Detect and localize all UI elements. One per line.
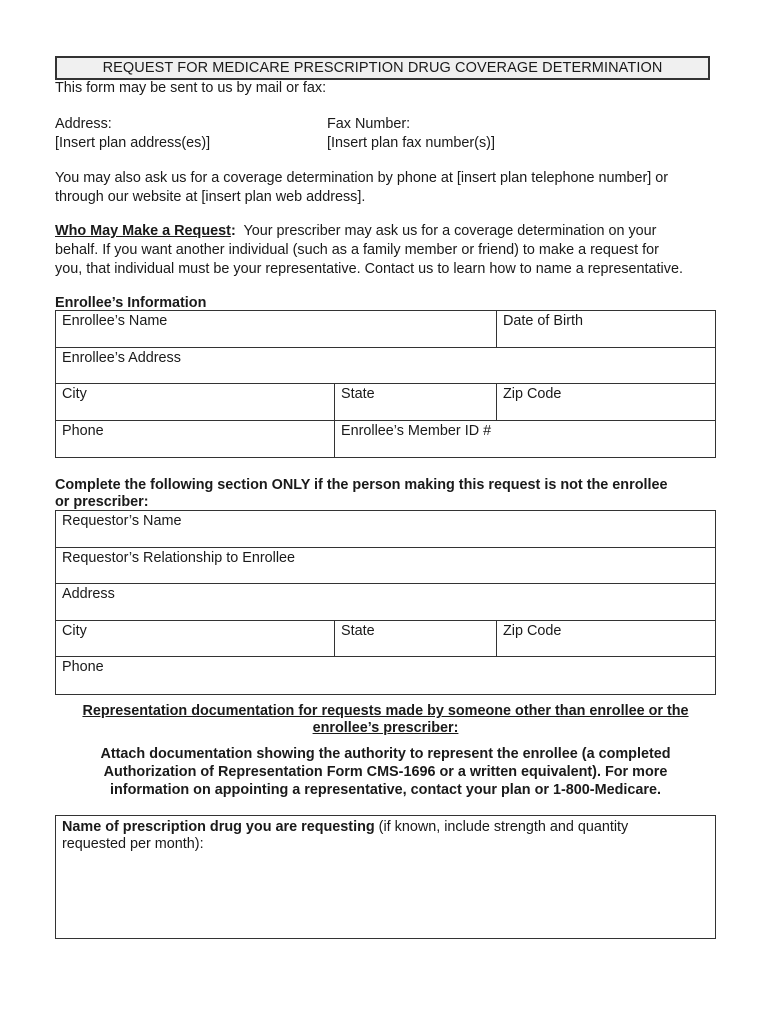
enrollee-address-field[interactable] bbox=[56, 348, 715, 384]
requestor-state-field[interactable] bbox=[334, 621, 496, 657]
enrollee-member-id-field[interactable] bbox=[334, 421, 715, 458]
representation-body-line-3: information on appointing a representative, contact your plan or 1-800-Medicare. bbox=[110, 782, 661, 798]
requestor-city-field[interactable] bbox=[56, 621, 334, 657]
enrollee-dob-label: Date of Birth bbox=[503, 313, 583, 329]
who-colon: : bbox=[230, 223, 236, 239]
address-label: Address: bbox=[55, 116, 112, 132]
representation-heading-line-2: enrollee’s prescriber: bbox=[312, 720, 459, 736]
enrollee-row-phone bbox=[56, 421, 715, 458]
who-line-3: you, that individual must be your representative. Contact us to learn how to name a representative. bbox=[55, 261, 683, 277]
enrollee-phone-field[interactable] bbox=[56, 421, 334, 458]
enrollee-heading: Enrollee’s Information bbox=[55, 295, 207, 311]
enrollee-city-field[interactable] bbox=[56, 384, 334, 420]
requestor-phone-field[interactable] bbox=[56, 657, 715, 694]
address-value: [Insert plan address(es)] bbox=[55, 135, 211, 151]
requestor-row-address bbox=[56, 584, 715, 621]
requestor-name-field[interactable] bbox=[56, 511, 715, 547]
enrollee-dob-field[interactable] bbox=[496, 311, 715, 347]
enrollee-row-city bbox=[56, 384, 715, 421]
enrollee-address-label: Enrollee’s Address bbox=[62, 349, 181, 366]
enrollee-name-label: Enrollee’s Name bbox=[62, 313, 168, 329]
requestor-heading-line-2: or prescriber: bbox=[55, 494, 149, 510]
requestor-phone-label: Phone bbox=[62, 659, 104, 675]
who-line-2: behalf. If you want another individual (such as a family member or friend) to make a request for bbox=[55, 242, 659, 258]
requestor-relationship-field[interactable] bbox=[56, 548, 715, 584]
requestor-heading-line-1: Complete the following section ONLY if the person making this request is not the enrollee bbox=[55, 477, 668, 493]
enrollee-city-label: City bbox=[62, 386, 87, 402]
requestor-row-name bbox=[56, 511, 715, 548]
requestor-zip-field[interactable] bbox=[496, 621, 715, 657]
drug-label-bold: Name of prescription drug you are requesting bbox=[62, 819, 375, 835]
form-title: REQUEST FOR MEDICARE PRESCRIPTION DRUG COVERAGE DETERMINATION bbox=[55, 56, 710, 80]
enrollee-member-id-label: Enrollee’s Member ID # bbox=[341, 422, 492, 439]
requestor-address-field[interactable] bbox=[56, 584, 715, 620]
enrollee-row-address bbox=[56, 348, 715, 385]
enrollee-zip-field[interactable] bbox=[496, 384, 715, 420]
enrollee-state-label: State bbox=[341, 386, 375, 402]
fax-value: [Insert plan fax number(s)] bbox=[327, 135, 495, 151]
phone-web-line-1: You may also ask us for a coverage determination by phone at [insert plan telephone number] or bbox=[55, 170, 669, 186]
requestor-state-label: State bbox=[341, 622, 375, 639]
drug-label-line-2: requested per month): bbox=[62, 836, 204, 852]
drug-request-field[interactable] bbox=[55, 815, 716, 939]
representation-body-line-2: Authorization of Representation Form CMS-1696 or a written equivalent). For more bbox=[103, 764, 668, 780]
phone-web-line-2: through our website at [insert plan web address]. bbox=[55, 189, 366, 205]
requestor-city-label: City bbox=[62, 622, 87, 639]
requestor-row-phone bbox=[56, 657, 715, 694]
intro-text: This form may be sent to us by mail or fax: bbox=[55, 80, 327, 96]
enrollee-phone-label: Phone bbox=[62, 422, 104, 439]
enrollee-state-field[interactable] bbox=[334, 384, 496, 420]
requestor-address-label: Address bbox=[62, 586, 115, 602]
representation-body-line-1: Attach documentation showing the authority to represent the enrollee (a completed bbox=[100, 746, 671, 762]
who-paragraph-line-1 bbox=[55, 222, 656, 241]
requestor-relationship-label: Requestor’s Relationship to Enrollee bbox=[62, 549, 296, 566]
enrollee-table bbox=[55, 310, 716, 458]
enrollee-name-field[interactable] bbox=[56, 311, 496, 347]
requestor-row-city bbox=[56, 621, 715, 658]
requestor-zip-label: Zip Code bbox=[503, 622, 562, 639]
requestor-table bbox=[55, 510, 716, 695]
fax-label: Fax Number: bbox=[327, 116, 411, 132]
enrollee-zip-label: Zip Code bbox=[503, 386, 562, 402]
drug-label-rest: (if known, include strength and quantity bbox=[374, 819, 629, 835]
representation-heading-line-1: Representation documentation for requests made by someone other than enrollee or the bbox=[82, 703, 689, 719]
enrollee-row-name bbox=[56, 311, 715, 348]
who-line-1: Your prescriber may ask us for a coverage determination on your bbox=[235, 223, 657, 239]
requestor-row-relationship bbox=[56, 548, 715, 585]
who-heading: Who May Make a Request bbox=[55, 223, 231, 239]
requestor-name-label: Requestor’s Name bbox=[62, 513, 182, 529]
